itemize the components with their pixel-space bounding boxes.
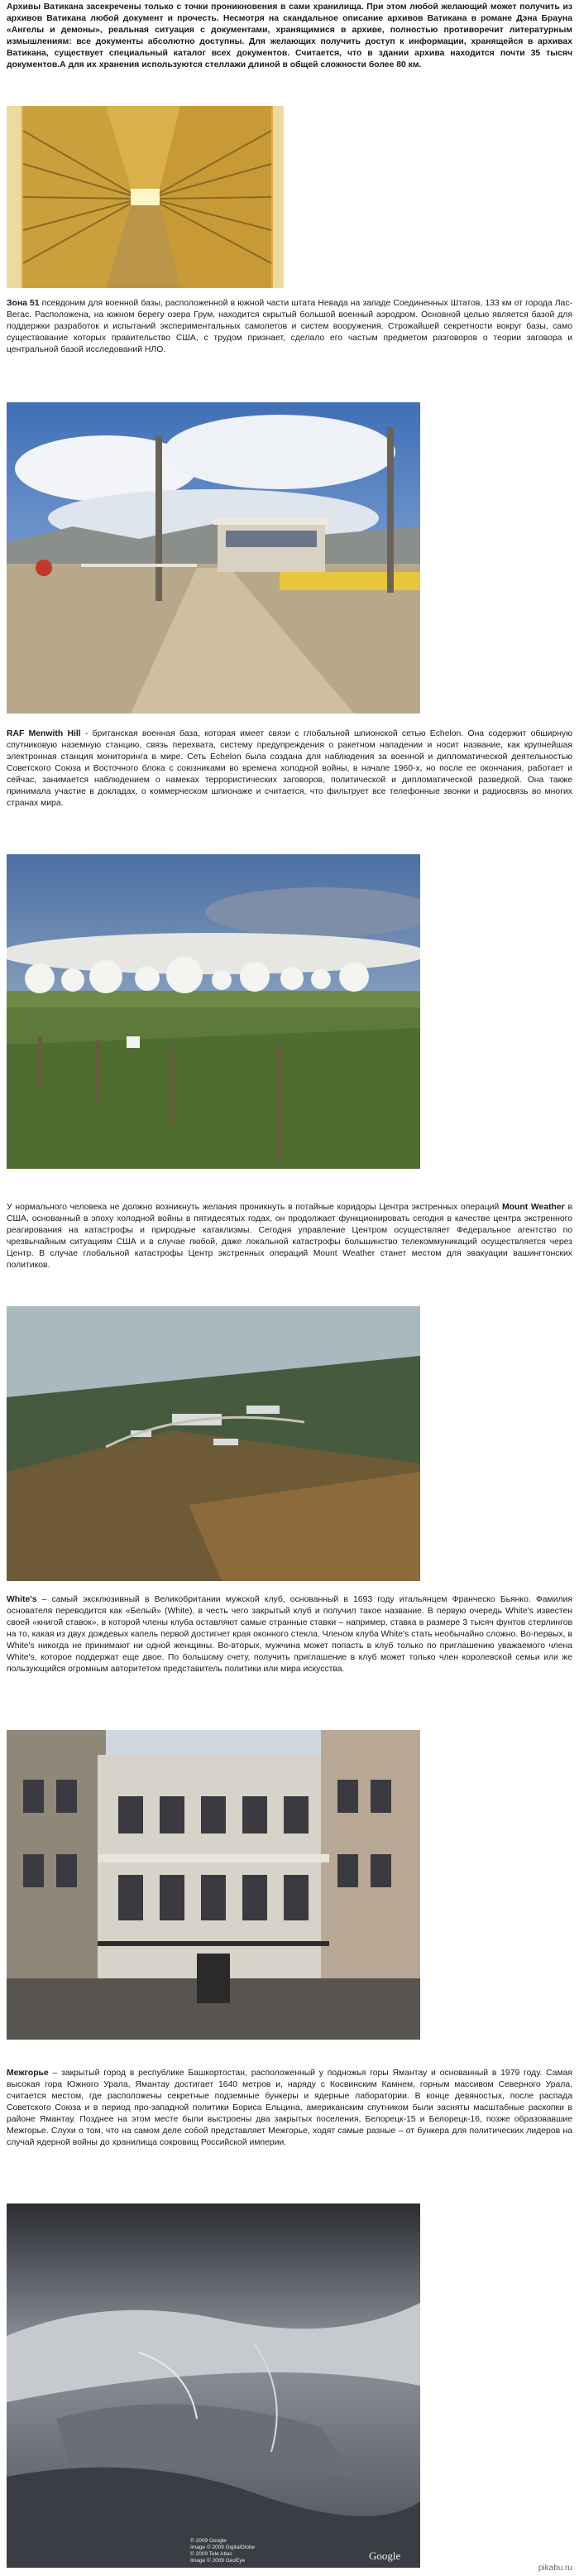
- footer-brand[interactable]: pikabu.ru: [538, 2564, 572, 2573]
- area51-paragraph: [7, 298, 572, 356]
- menwith-paragraph: [7, 728, 572, 810]
- mount-weather-aerial-photo: [7, 1306, 420, 1581]
- mount-weather-paragraph: [7, 1202, 572, 1271]
- menwith-radomes-photo: [7, 854, 420, 1169]
- area51-guardpost-photo: [7, 402, 420, 714]
- mezhgorye-text: – закрытый город в республике Башкортостан, расположенный у подножья горы Ямантау и основанный в 1979 году. Самая высокая гора Южного Урала, Ямантау достигает 1640 метров и, наряду с Косвинским Камнем, горным массивом Северного Урала, считается местом, где расположены секретные подземные бункеры и ядерные лаборатории. В конце девяностых, после распада Советского Союза и в период про-западной политики Бориса Ельцина, американским спутником были засняты масштабные раскопки в районе Ямантау. Позднее на этом месте были выстроены два закрытых поселения, Белорецк-15 и Белорецк-16, позже образовавшие Межгорье. Слухи о том, что на самом деле собой представляет Межгорье, ходят самые разные – от бункера для политических лидеров на случай ядерной войны до хранилища сокровищ Российской империи.: [7, 2069, 572, 2147]
- mount-weather-title: Mount Weather: [502, 1203, 565, 1212]
- menwith-text: - британская военная база, которая имеет связи с глобальной шпионской сетью Echelon. Она содержит обширную спутниковую наземную станцию, связь перехвата, систему предупреждения о ракетном нападении и носит название, как крупнейшая электронная станция мониторинга в мире. Сеть Echelon была создана для наблюдения за военной и дипломатической деятельностью Советского Союза и Восточного блока с союзниками во времена холодной войны, в начале 1960-х, но после ее окончания, работает и сейчас, занимается наблюдением о намеках террористических заговоров, политической и дипломатической разведкой. Она также принимала участие в докладах, о коммерческом шпионаже и считается, что фильтрует все телефонные звонки и радиосвязь во многих странах мира.: [7, 729, 572, 808]
- mount-weather-pre: У нормального человека не должно возникнуть желания проникнуть в потайные коридоры Центра экстренных операций: [7, 1203, 503, 1212]
- mount-weather-text: в США, основанный в эпоху холодной войны в пятидесятых годах, он продолжает функционировать сегодня в качестве центра экстренного реагирования на катастрофы и природные катаклизмы. Сегодня управление Центром осуществляет Федеральное агентство по чрезвычайным ситуациям США и в случае любой, даже локальной катастрофы большинство телекоммуникаций осуществляется через Центр. В случае глобальной катастрофы Центр экстренных операций Mount Weather станет местом для эвакуации вашингтонских политиков.: [7, 1203, 572, 1270]
- yamantau-satellite-photo: [7, 2204, 420, 2568]
- vatican-text: Архивы Ватикана засекречены только с точки проникновения в сами хранилища. При этом любой желающий может получить из архивов Ватикана любой документ и прочесть. Несмотря на скандальное описание архивов Ватикана в романе Дэна Брауна «Ангелы и демоны», реальная ситуация с документами, хранящимися в архиве, полностью противоречит литературным измышлениям: все документы абсолютно доступны. Для желающих получить доступ к информации, хранящейся в архивах Ватикана, существует специальный каталог всех документов. Считается, что в здании архива находится почти 35 тысяч документов.А для их хранения используются стеллажи длиной в общей сложности более 80 км.: [7, 2, 572, 70]
- map-credit-line: © 2009 Google: [190, 2538, 227, 2544]
- area51-title: Зона 51: [7, 299, 40, 308]
- mezhgorye-paragraph: [7, 2068, 572, 2149]
- vatican-archive-photo: [7, 106, 284, 288]
- area51-text: псевдоним для военной базы, расположенной в южной части штата Невада на западе Соединенных Штатов, 133 км от города Лас-Вегас. Расположена, на южном берегу озера Грум, находится скрытый большой военный аэродром. Основной целью является базой для поддержки разработок и испытаний экспериментальных самолетов и систем вооружения. Строжайшей секретности вокруг базы, само существование которых правительство США, с трудом признает, сделало его частым предметом разговоров о теории заговора и центральной базой исследований НЛО.: [7, 299, 572, 354]
- vatican-paragraph: [7, 2, 572, 71]
- map-credit-line: © 2009 Tele Atlas: [190, 2551, 232, 2557]
- whites-paragraph: [7, 1594, 572, 1675]
- whites-building-photo: [7, 1730, 420, 2040]
- map-credit-line: Image © 2009 GeoEye: [190, 2558, 246, 2564]
- mezhgorye-title: Межгорье: [7, 2069, 49, 2078]
- map-credits: [190, 2538, 255, 2564]
- whites-text: – самый эксклюзивный в Великобритании мужской клуб, основанный в 1693 году итальянцем Франческо Бьянко. Фамилия основателя переводится как «Белый» (White), в честь чего закрытый клуб и получил такое название. В первую очередь White's известен своей «книгой ставок», в которой члены клуба оставляют самые странные ставки – например, ставка в размере 3 тысяч фунтов стерлингов на то, какая из двух дождевых капель первой достигнет края оконного стекла. Членом клуба White's стать необычайно сложно. Во-первых, в White's никогда не принимают ни одной женщины. Во-вторых, мужчина может попасть в клуб только по приглашению уважаемого члена White's, которое поддержат еще двое. По большому счету, получить приглашение в клуб может только член королевской семьи или же пользующийся огромным авторитетом представитель политики или мира искусства.: [7, 1595, 572, 1674]
- whites-title: White's: [7, 1595, 37, 1604]
- google-logo: Google: [369, 2550, 401, 2562]
- menwith-title: RAF Menwith Hill: [7, 729, 81, 738]
- map-credit-line: Image © 2009 DigitalGlobe: [190, 2545, 256, 2550]
